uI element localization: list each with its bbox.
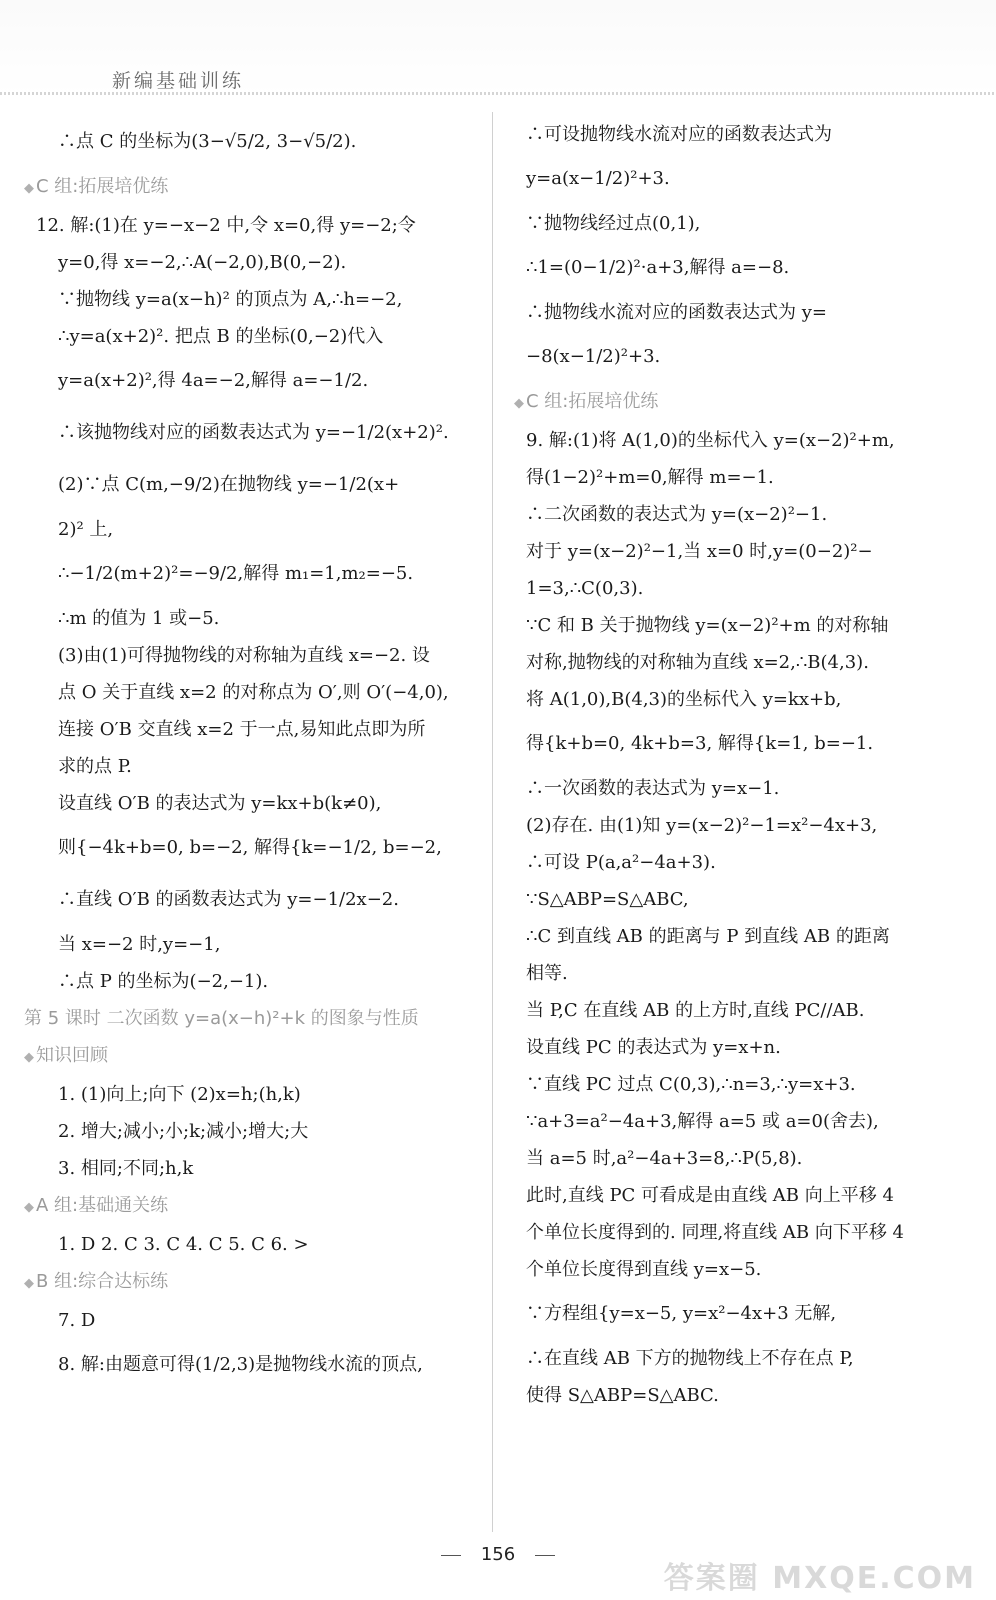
answer-line: ∴一次函数的表达式为 y=x−1.: [526, 778, 780, 799]
section-bullet-icon: ◆: [24, 181, 34, 196]
answer-line: y=a(x+2)²,得 4a=−2,解得 a=−1/2.: [58, 370, 369, 391]
section-heading-text: C 组:拓展培优练: [36, 176, 169, 197]
answer-line: ∵抛物线 y=a(x−h)² 的顶点为 A,∴h=−2,: [58, 289, 403, 310]
section-heading: [24, 1037, 464, 1076]
answer-line: ∴y=a(x+2)². 把点 B 的坐标(0,−2)代入: [58, 326, 384, 347]
answer-line: 12. 解:(1)在 y=−x−2 中,令 x=0,得 y=−2;令: [36, 215, 416, 236]
answer-line: 个单位长度得到的. 同理,将直线 AB 向下平移 4: [526, 1222, 905, 1243]
answer-line: ∵方程组{y=x−5, y=x²−4x+3 无解,: [526, 1303, 837, 1324]
answer-line: ∵C 和 B 关于抛物线 y=(x−2)²+m 的对称轴: [526, 615, 889, 636]
section-heading: [514, 383, 954, 422]
answer-line: 求的点 P.: [58, 756, 132, 777]
answer-line: 1. (1)向上;向下 (2)x=h;(h,k): [58, 1084, 301, 1105]
answer-line: ∴C 到直线 AB 的距离与 P 到直线 AB 的距离: [526, 926, 890, 947]
answer-line: 当 a=5 时,a²−4a+3=8,∴P(5,8).: [526, 1148, 803, 1169]
right-column: [514, 116, 954, 1414]
answer-line: 得{k+b=0, 4k+b=3, 解得{k=1, b=−1.: [526, 733, 874, 754]
column-divider: [492, 112, 493, 1532]
section-heading-text: A 组:基础通关练: [36, 1195, 169, 1216]
answer-line: 设直线 O′B 的表达式为 y=kx+b(k≠0),: [58, 793, 382, 814]
section-bullet-icon: ◆: [514, 396, 524, 411]
section-heading: [24, 1187, 464, 1226]
answer-line: ∴m 的值为 1 或−5.: [58, 608, 220, 629]
answer-line: 对称,抛物线的对称轴为直线 x=2,∴B(4,3).: [526, 652, 869, 673]
answer-line: 得(1−2)²+m=0,解得 m=−1.: [526, 467, 774, 488]
answer-line: ∴抛物线水流对应的函数表达式为 y=: [526, 302, 827, 323]
answer-line: 当 x=−2 时,y=−1,: [58, 934, 221, 955]
answer-line: (2)存在. 由(1)知 y=(x−2)²−1=x²−4x+3,: [526, 815, 878, 836]
answer-line: 8. 解:由题意可得(1/2,3)是抛物线水流的顶点,: [58, 1354, 423, 1375]
answer-line: y=a(x−1/2)²+3.: [526, 168, 670, 189]
answer-line: 2. 增大;减小;小;k;减小;增大;大: [58, 1121, 309, 1142]
section-heading-text: C 组:拓展培优练: [526, 391, 659, 412]
answer-line: 当 P,C 在直线 AB 的上方时,直线 PC//AB.: [526, 1000, 865, 1021]
answer-line: 则{−4k+b=0, b=−2, 解得{k=−1/2, b=−2,: [58, 837, 442, 858]
footer-dash-right: [535, 1555, 555, 1556]
answer-line: (3)由(1)可得抛物线的对称轴为直线 x=−2. 设: [58, 645, 430, 666]
section-heading: [24, 1000, 464, 1037]
answer-line: 将 A(1,0),B(4,3)的坐标代入 y=kx+b,: [526, 689, 842, 710]
answer-line: ∴−1/2(m+2)²=−9/2,解得 m₁=1,m₂=−5.: [58, 563, 414, 584]
watermark-logo: 答案圈 MXQE.COM: [663, 1561, 976, 1596]
answer-line: ∴直线 O′B 的函数表达式为 y=−1/2x−2.: [58, 889, 399, 910]
answer-line: 1=3,∴C(0,3).: [526, 578, 644, 599]
answer-line: ∴可设抛物线水流对应的函数表达式为: [526, 124, 832, 145]
answer-line: ∴二次函数的表达式为 y=(x−2)²−1.: [526, 504, 828, 525]
section-heading-text: B 组:综合达标练: [36, 1271, 169, 1292]
answer-line: 1. D 2. C 3. C 4. C 5. C 6. >: [58, 1234, 309, 1255]
section-heading-text: 第 5 课时 二次函数 y=a(x−h)²+k 的图象与性质: [24, 1008, 419, 1029]
answer-line: ∵a+3=a²−4a+3,解得 a=5 或 a=0(舍去),: [526, 1111, 879, 1132]
answer-line: 使得 S△ABP=S△ABC.: [526, 1385, 719, 1406]
answer-line: ∴可设 P(a,a²−4a+3).: [526, 852, 716, 873]
section-heading: [24, 1263, 464, 1302]
header-divider: [0, 92, 996, 95]
section-bullet-icon: ◆: [24, 1200, 34, 1215]
section-bullet-icon: ◆: [24, 1276, 34, 1291]
answer-line: ∴点 C 的坐标为(3−√5/2, 3−√5/2).: [58, 131, 357, 152]
section-heading: [24, 168, 464, 207]
answer-line: 相等.: [526, 963, 568, 984]
answer-line: 此时,直线 PC 可看成是由直线 AB 向上平移 4: [526, 1185, 894, 1206]
answer-line: 对于 y=(x−2)²−1,当 x=0 时,y=(0−2)²−: [526, 541, 873, 562]
answer-line: 个单位长度得到直线 y=x−5.: [526, 1259, 762, 1280]
section-heading-text: 知识回顾: [36, 1045, 108, 1066]
answer-line: ∴1=(0−1/2)²·a+3,解得 a=−8.: [526, 257, 790, 278]
answer-line: ∴该抛物线对应的函数表达式为 y=−1/2(x+2)².: [58, 422, 449, 443]
footer-dash-left: [441, 1555, 461, 1556]
answer-line: 连接 O′B 交直线 x=2 于一点,易知此点即为所: [58, 719, 426, 740]
page-number: 156: [480, 1544, 516, 1565]
book-title: 新编基础训练: [112, 70, 245, 92]
answer-line: 2)² 上,: [58, 519, 114, 540]
answer-line: ∵S△ABP=S△ABC,: [526, 889, 689, 910]
answer-line: y=0,得 x=−2,∴A(−2,0),B(0,−2).: [58, 252, 347, 273]
answer-line: 点 O 关于直线 x=2 的对称点为 O′,则 O′(−4,0),: [58, 682, 449, 703]
answer-line: 9. 解:(1)将 A(1,0)的坐标代入 y=(x−2)²+m,: [526, 430, 895, 451]
answer-line: ∴点 P 的坐标为(−2,−1).: [58, 971, 269, 992]
answer-line: 3. 相同;不同;h,k: [58, 1158, 194, 1179]
answer-line: ∵直线 PC 过点 C(0,3),∴n=3,∴y=x+3.: [526, 1074, 856, 1095]
answer-line: ∴在直线 AB 下方的抛物线上不存在点 P,: [526, 1348, 854, 1369]
section-bullet-icon: ◆: [24, 1050, 34, 1065]
answer-line: (2)∵点 C(m,−9/2)在抛物线 y=−1/2(x+: [58, 474, 400, 495]
answer-line: −8(x−1/2)²+3.: [526, 346, 661, 367]
left-column: [24, 116, 464, 1391]
answer-line: 7. D: [58, 1310, 96, 1331]
answer-line: 设直线 PC 的表达式为 y=x+n.: [526, 1037, 781, 1058]
answer-line: ∵抛物线经过点(0,1),: [526, 213, 701, 234]
